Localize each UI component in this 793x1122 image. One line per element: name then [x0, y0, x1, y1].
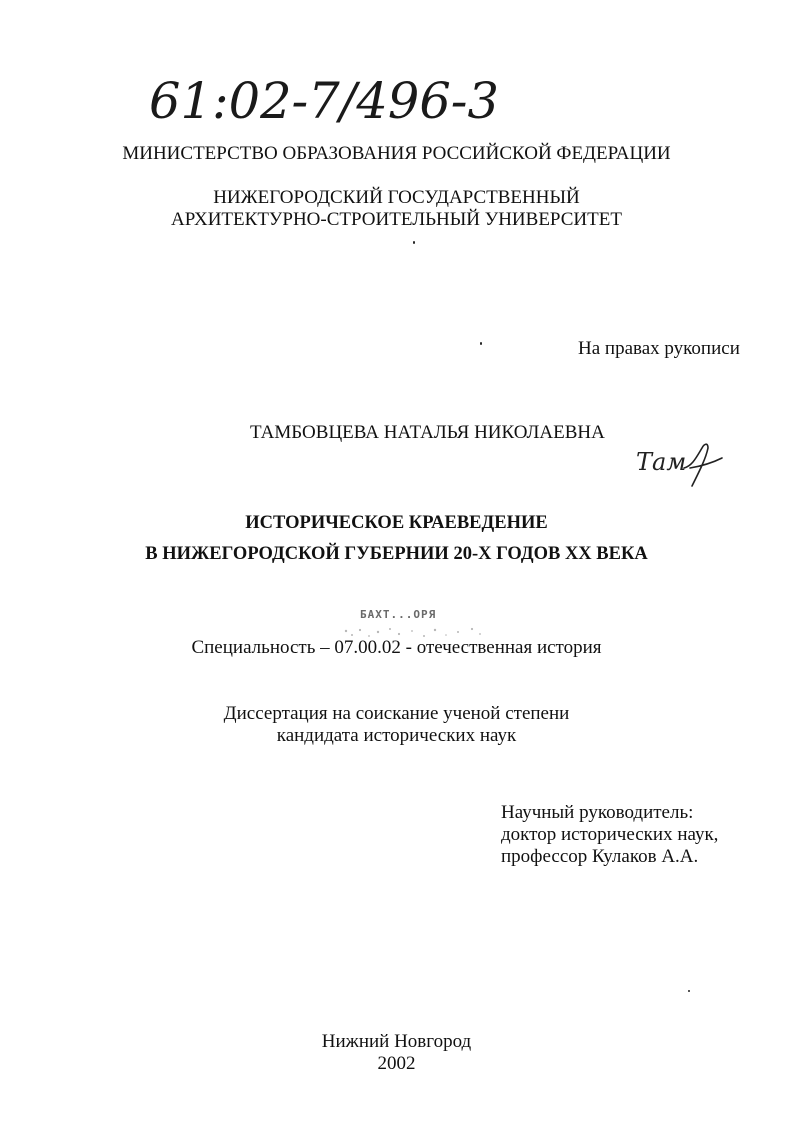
supervisor-degree: доктор исторических наук, — [501, 824, 719, 845]
ministry-heading: МИНИСТЕРСТВО ОБРАЗОВАНИЯ РОССИЙСКОЙ ФЕДЕРАЦИИ — [122, 143, 671, 164]
degree-line-2: кандидата исторических наук — [276, 725, 517, 746]
manuscript-rights-note: На правах рукописи — [578, 338, 740, 359]
specialty-line: Специальность – 07.00.02 - отечественная история — [191, 637, 602, 658]
handwritten-code-drawing — [145, 58, 505, 138]
handwritten-code-text: 61:02-7/496-3 — [149, 72, 499, 130]
signature-text: Там — [636, 448, 687, 476]
author-signature — [632, 436, 732, 492]
university-line-1: НИЖЕГОРОДСКИЙ ГОСУДАРСТВЕННЫЙ — [213, 187, 580, 208]
dissertation-title-line-1: ИСТОРИЧЕСКОЕ КРАЕВЕДЕНИЕ — [245, 513, 548, 533]
scan-speck — [688, 990, 690, 992]
dissertation-title-line-2: В НИЖЕГОРОДСКОЙ ГУБЕРНИИ 20-Х ГОДОВ XX ВЕКА — [145, 544, 648, 564]
signature-drawing — [632, 436, 732, 492]
university-line-2: АРХИТЕКТУРНО-СТРОИТЕЛЬНЫЙ УНИВЕРСИТЕТ — [171, 209, 622, 230]
author-name: ТАМБОВЦЕВА НАТАЛЬЯ НИКОЛАЕВНА — [250, 422, 605, 443]
scan-speck — [480, 342, 482, 345]
degree-line-1: Диссертация на соискание ученой степени — [223, 703, 570, 724]
city: Нижний Новгород — [321, 1031, 472, 1052]
scan-speck — [413, 241, 415, 244]
year: 2002 — [377, 1053, 416, 1074]
library-stamp-text: БАХТ...ОРЯ — [360, 608, 437, 621]
handwritten-code — [145, 58, 505, 138]
supervisor-name: профессор Кулаков А.А. — [501, 846, 699, 867]
supervisor-label: Научный руководитель: — [501, 802, 694, 823]
